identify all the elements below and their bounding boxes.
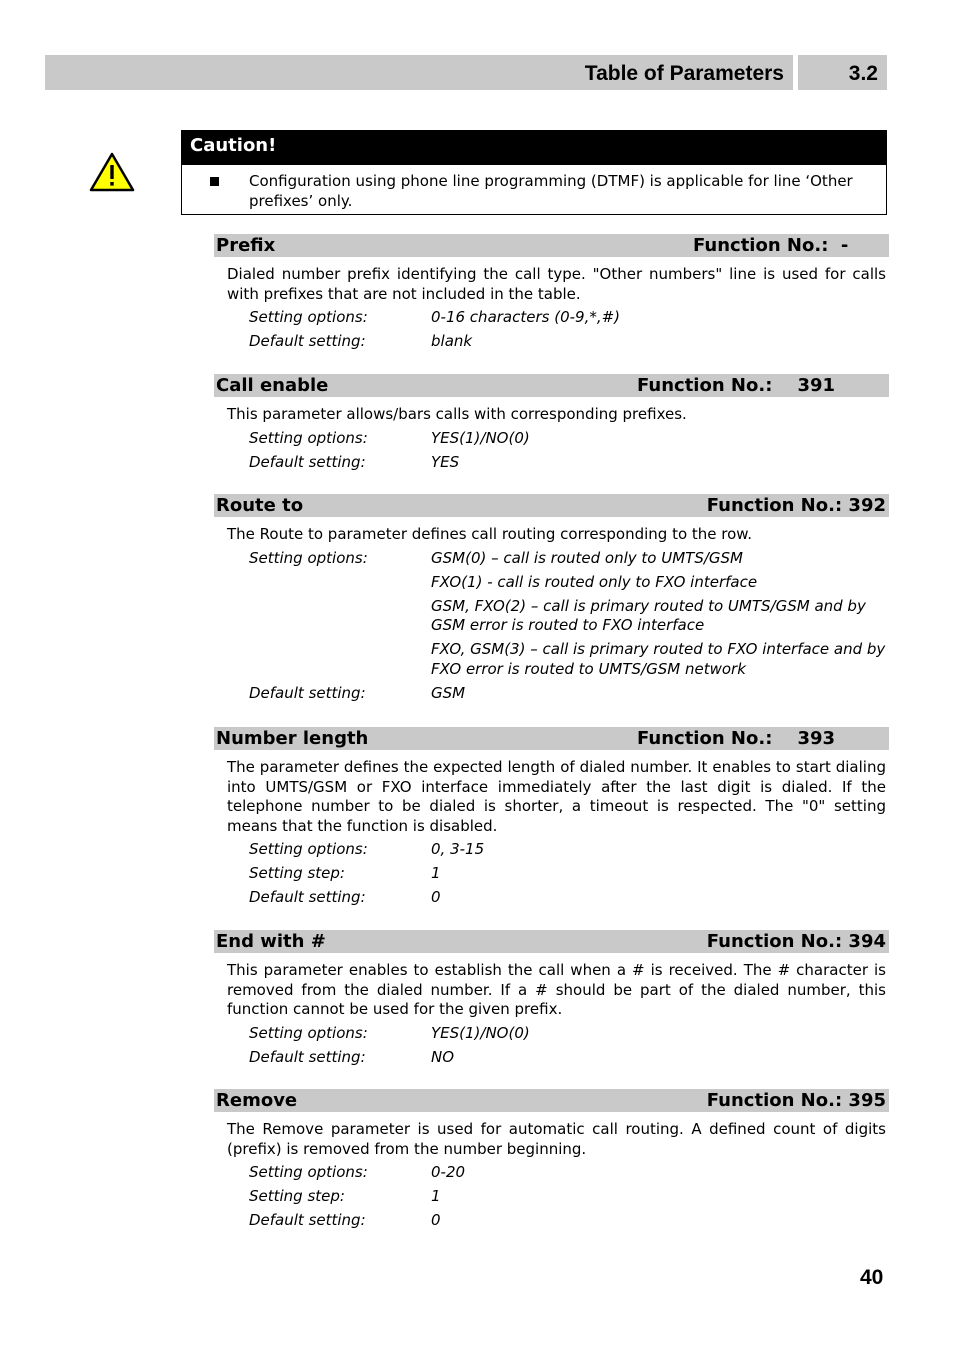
option-row (249, 1211, 889, 1231)
option-label: Default setting: (249, 452, 366, 471)
option-row (249, 1024, 889, 1044)
section-description: The Route to parameter defines call routing corresponding to the row. (227, 525, 752, 543)
options-list (249, 549, 889, 704)
option-label: Setting options: (249, 428, 368, 447)
option-value: 1 (431, 864, 441, 882)
option-label: Default setting: (249, 1211, 366, 1229)
option-value: YES(1)/NO(0) (431, 428, 530, 447)
option-row (249, 1163, 889, 1183)
section-header (214, 374, 889, 397)
warning-triangle-icon (89, 152, 135, 192)
bullet-icon (210, 177, 219, 186)
section-description: This parameter enables to establish the call when a # is received. The # character is removed from the dialed number. If a # should be part of the dialed number, this function cannot be used for the given prefix. (227, 961, 886, 1018)
option-row (249, 453, 889, 473)
option-row (249, 1187, 889, 1207)
option-value: FXO(1) - call is routed only to FXO interface (431, 572, 758, 591)
section-header (214, 1089, 889, 1112)
option-value: GSM (431, 683, 466, 702)
option-row (249, 308, 889, 328)
section-header (214, 494, 889, 517)
option-label: Default setting: (249, 1047, 366, 1066)
function-number: Function No.: 391 (637, 375, 836, 396)
page-title: Table of Parameters (584, 62, 784, 85)
option-value: YES(1)/NO(0) (431, 1023, 530, 1042)
option-value: 0 (431, 888, 441, 906)
option-row (249, 684, 889, 704)
option-value: NO (431, 1047, 455, 1066)
option-row (249, 1048, 889, 1068)
function-number: Function No.: - (693, 235, 849, 256)
option-label: Setting options: (249, 1023, 368, 1042)
option-value: 0-20 (431, 1163, 466, 1181)
option-row (249, 840, 889, 860)
option-row (249, 429, 889, 449)
option-label: Setting step: (249, 864, 345, 882)
caution-title: Caution! (182, 131, 886, 165)
section-description: The Remove parameter is used for automatic call routing. A defined count of digits (prefix) is removed from the number beginning. (227, 1120, 886, 1158)
option-row (249, 549, 889, 680)
options-list (249, 1024, 889, 1068)
section-number-length (214, 727, 889, 908)
section-name: Call enable (216, 375, 329, 396)
option-label: Setting options: (249, 548, 368, 567)
function-number: Function No.: 395 (706, 1090, 886, 1111)
section-header (214, 930, 889, 953)
section-name: Remove (216, 1090, 298, 1111)
option-label: Setting step: (249, 1187, 345, 1205)
section-name: End with # (216, 931, 326, 952)
option-row (249, 864, 889, 884)
section-name: Number length (216, 728, 369, 749)
options-list (249, 308, 889, 352)
option-value: GSM(0) – call is routed only to UMTS/GSM (431, 548, 743, 567)
section-header (214, 234, 889, 257)
option-value: FXO, GSM(3) – call is primary routed to FXO interface and by FXO error is routed to UMTS/GSM network (431, 640, 886, 678)
option-label: Setting options: (249, 1163, 368, 1181)
option-label: Default setting: (249, 683, 366, 702)
option-value: 0-16 characters (0-9,*,#) (431, 308, 621, 326)
option-row (249, 332, 889, 352)
option-label: Default setting: (249, 332, 366, 350)
section-name: Route to (216, 495, 304, 516)
caution-box (181, 130, 887, 215)
section-description: Dialed number prefix identifying the call type. "Other numbers" line is used for calls with prefixes that are not included in the table. (227, 265, 886, 303)
option-label: Setting options: (249, 308, 368, 326)
section-end-with-hash (214, 930, 889, 1067)
section-description: This parameter allows/bars calls with corresponding prefixes. (227, 405, 687, 423)
option-label: Setting options: (249, 840, 368, 858)
option-row (249, 888, 889, 908)
page-number: 40 (860, 1266, 884, 1289)
options-list (249, 429, 889, 473)
options-list (249, 1163, 889, 1231)
section-header (214, 727, 889, 750)
option-value: YES (431, 452, 460, 471)
section-route-to (214, 494, 889, 703)
option-value: 0 (431, 1211, 441, 1229)
section-call-enable (214, 374, 889, 472)
function-number: Function No.: 392 (706, 495, 886, 516)
option-label: Default setting: (249, 888, 366, 906)
section-remove (214, 1089, 889, 1231)
function-number: Function No.: 393 (637, 728, 836, 749)
caution-body (182, 165, 886, 211)
option-value: GSM, FXO(2) – call is primary routed to UMTS/GSM and by GSM error is routed to FXO interface (431, 596, 866, 634)
section-description: The parameter defines the expected length of dialed number. It enables to start dialing into UMTS/GSM or FXO interface immediately after the last digit is dialed. If the telephone number to be dialed is shorter, a timeout is respected. The "0" setting means that the function is disabled. (227, 758, 886, 835)
options-list (249, 840, 889, 908)
option-value: 0, 3-15 (431, 840, 485, 858)
function-number: Function No.: 394 (706, 931, 886, 952)
section-name: Prefix (216, 235, 276, 256)
section-number: 3.2 (848, 62, 878, 85)
caution-text: Configuration using phone line programming (DTMF) is applicable for line ‘Other prefixes’ only. (249, 172, 853, 210)
section-prefix (214, 234, 889, 352)
option-value: blank (431, 332, 473, 350)
option-value: 1 (431, 1187, 441, 1205)
